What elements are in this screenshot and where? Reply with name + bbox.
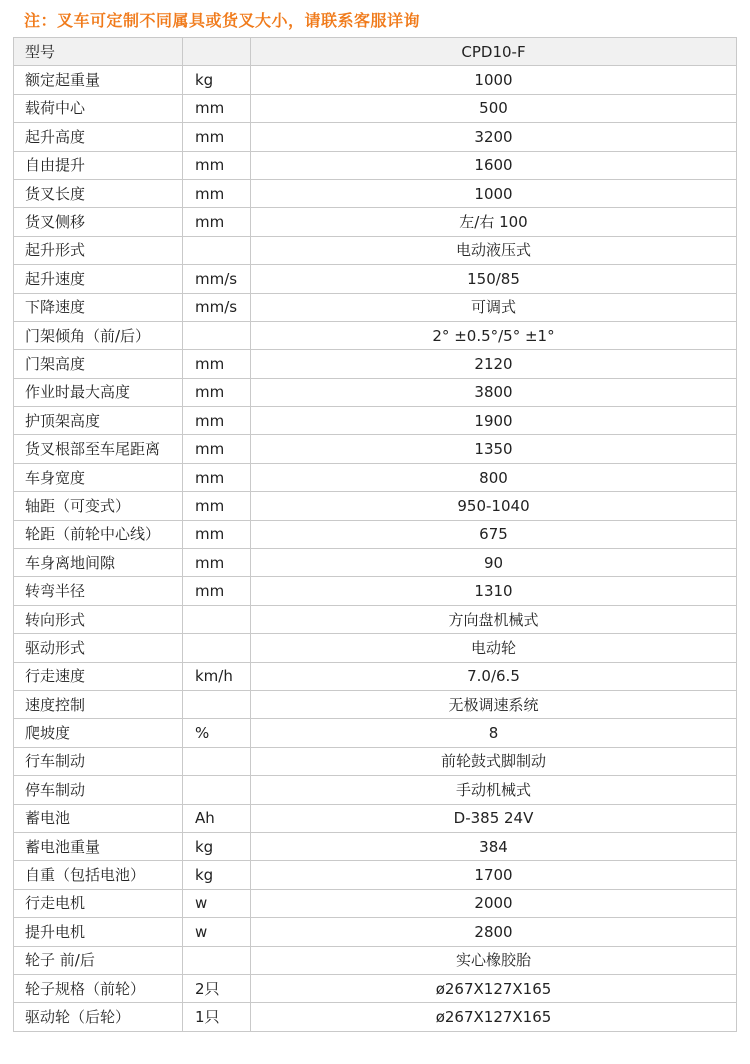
table-row bbox=[14, 690, 737, 718]
table-row bbox=[14, 492, 737, 520]
unit-cell bbox=[183, 605, 251, 633]
param-cell: 行车制动 bbox=[14, 747, 183, 775]
param-cell: 转向形式 bbox=[14, 605, 183, 633]
table-row bbox=[14, 378, 737, 406]
param-cell: 停车制动 bbox=[14, 776, 183, 804]
value-cell: 3800 bbox=[251, 378, 737, 406]
value-cell: 可调式 bbox=[251, 293, 737, 321]
table-header-row bbox=[14, 38, 737, 66]
table-row bbox=[14, 463, 737, 491]
unit-cell: mm/s bbox=[183, 265, 251, 293]
param-cell: 门架倾角（前/后） bbox=[14, 321, 183, 349]
table-row bbox=[14, 605, 737, 633]
param-cell: 行走速度 bbox=[14, 662, 183, 690]
table-row bbox=[14, 974, 737, 1002]
param-cell: 轴距（可变式） bbox=[14, 492, 183, 520]
unit-cell bbox=[183, 776, 251, 804]
table-row bbox=[14, 321, 737, 349]
value-cell: 384 bbox=[251, 832, 737, 860]
table-row bbox=[14, 94, 737, 122]
table-row bbox=[14, 236, 737, 264]
param-cell: 货叉根部至车尾距离 bbox=[14, 435, 183, 463]
param-cell: 额定起重量 bbox=[14, 66, 183, 94]
table-row bbox=[14, 662, 737, 690]
value-cell: 150/85 bbox=[251, 265, 737, 293]
value-cell: 2° ±0.5°/5° ±1° bbox=[251, 321, 737, 349]
param-cell: 起升形式 bbox=[14, 236, 183, 264]
value-cell: 7.0/6.5 bbox=[251, 662, 737, 690]
value-cell: 电动液压式 bbox=[251, 236, 737, 264]
unit-cell: kg bbox=[183, 66, 251, 94]
value-cell: 1310 bbox=[251, 577, 737, 605]
table-row bbox=[14, 747, 737, 775]
value-cell: D-385 24V bbox=[251, 804, 737, 832]
param-cell: 行走电机 bbox=[14, 889, 183, 917]
unit-cell: mm bbox=[183, 123, 251, 151]
table-row bbox=[14, 123, 737, 151]
value-cell: 1350 bbox=[251, 435, 737, 463]
value-cell: 8 bbox=[251, 719, 737, 747]
param-cell: 轮子规格（前轮） bbox=[14, 974, 183, 1002]
value-cell: 1700 bbox=[251, 861, 737, 889]
param-cell: 护顶架高度 bbox=[14, 407, 183, 435]
param-cell: 起升速度 bbox=[14, 265, 183, 293]
unit-cell: mm bbox=[183, 549, 251, 577]
unit-cell: km/h bbox=[183, 662, 251, 690]
table-row bbox=[14, 265, 737, 293]
table-row bbox=[14, 1003, 737, 1031]
spec-table bbox=[13, 37, 737, 1032]
value-cell: 1000 bbox=[251, 179, 737, 207]
table-row bbox=[14, 832, 737, 860]
unit-cell: mm bbox=[183, 208, 251, 236]
customization-note: 注：叉车可定制不同属具或货叉大小，请联系客服详询 bbox=[24, 11, 421, 30]
param-cell: 货叉侧移 bbox=[14, 208, 183, 236]
param-cell: 下降速度 bbox=[14, 293, 183, 321]
value-cell: 500 bbox=[251, 94, 737, 122]
unit-cell: w bbox=[183, 918, 251, 946]
unit-cell: mm bbox=[183, 492, 251, 520]
param-cell: 速度控制 bbox=[14, 690, 183, 718]
unit-cell: mm/s bbox=[183, 293, 251, 321]
value-cell: 无极调速系统 bbox=[251, 690, 737, 718]
param-cell: 货叉长度 bbox=[14, 179, 183, 207]
unit-cell: Ah bbox=[183, 804, 251, 832]
table-row bbox=[14, 776, 737, 804]
param-cell: 门架高度 bbox=[14, 350, 183, 378]
value-cell: 1600 bbox=[251, 151, 737, 179]
param-cell: 车身离地间隙 bbox=[14, 549, 183, 577]
unit-cell: mm bbox=[183, 520, 251, 548]
table-row bbox=[14, 179, 737, 207]
table-row bbox=[14, 435, 737, 463]
value-cell: 950-1040 bbox=[251, 492, 737, 520]
param-cell: 型号 bbox=[14, 38, 183, 66]
table-row bbox=[14, 719, 737, 747]
value-cell: 90 bbox=[251, 549, 737, 577]
param-cell: 自重（包括电池） bbox=[14, 861, 183, 889]
table-row bbox=[14, 66, 737, 94]
unit-cell bbox=[183, 690, 251, 718]
value-cell: 方向盘机械式 bbox=[251, 605, 737, 633]
param-cell: 驱动轮（后轮） bbox=[14, 1003, 183, 1031]
unit-cell: mm bbox=[183, 151, 251, 179]
unit-cell: w bbox=[183, 889, 251, 917]
unit-cell: mm bbox=[183, 407, 251, 435]
unit-cell: mm bbox=[183, 435, 251, 463]
table-row bbox=[14, 520, 737, 548]
table-row bbox=[14, 918, 737, 946]
unit-cell: mm bbox=[183, 463, 251, 491]
value-cell: 1000 bbox=[251, 66, 737, 94]
value-cell: 电动轮 bbox=[251, 634, 737, 662]
unit-cell: mm bbox=[183, 179, 251, 207]
value-cell: 2120 bbox=[251, 350, 737, 378]
param-cell: 作业时最大高度 bbox=[14, 378, 183, 406]
table-row bbox=[14, 861, 737, 889]
param-cell: 载荷中心 bbox=[14, 94, 183, 122]
param-cell: 爬坡度 bbox=[14, 719, 183, 747]
unit-cell: mm bbox=[183, 350, 251, 378]
unit-cell bbox=[183, 634, 251, 662]
value-cell: 3200 bbox=[251, 123, 737, 151]
unit-cell: kg bbox=[183, 832, 251, 860]
unit-cell bbox=[183, 38, 251, 66]
unit-cell: 2只 bbox=[183, 974, 251, 1002]
table-row bbox=[14, 946, 737, 974]
table-row bbox=[14, 151, 737, 179]
unit-cell: mm bbox=[183, 378, 251, 406]
table-row bbox=[14, 889, 737, 917]
value-cell: 手动机械式 bbox=[251, 776, 737, 804]
value-cell: ø267X127X165 bbox=[251, 974, 737, 1002]
value-cell: 实心橡胶胎 bbox=[251, 946, 737, 974]
unit-cell: kg bbox=[183, 861, 251, 889]
unit-cell: mm bbox=[183, 94, 251, 122]
value-cell: 800 bbox=[251, 463, 737, 491]
table-row bbox=[14, 549, 737, 577]
param-cell: 轮子 前/后 bbox=[14, 946, 183, 974]
unit-cell bbox=[183, 747, 251, 775]
table-row bbox=[14, 208, 737, 236]
unit-cell bbox=[183, 946, 251, 974]
param-cell: 转弯半径 bbox=[14, 577, 183, 605]
unit-cell bbox=[183, 236, 251, 264]
value-cell: 2800 bbox=[251, 918, 737, 946]
spec-table-body bbox=[14, 38, 737, 1032]
param-cell: 提升电机 bbox=[14, 918, 183, 946]
value-cell: 675 bbox=[251, 520, 737, 548]
table-row bbox=[14, 804, 737, 832]
value-cell: ø267X127X165 bbox=[251, 1003, 737, 1031]
param-cell: 起升高度 bbox=[14, 123, 183, 151]
table-row bbox=[14, 293, 737, 321]
unit-cell bbox=[183, 321, 251, 349]
param-cell: 蓄电池重量 bbox=[14, 832, 183, 860]
value-cell: CPD10-F bbox=[251, 38, 737, 66]
value-cell: 1900 bbox=[251, 407, 737, 435]
unit-cell: % bbox=[183, 719, 251, 747]
table-row bbox=[14, 407, 737, 435]
unit-cell: mm bbox=[183, 577, 251, 605]
param-cell: 车身宽度 bbox=[14, 463, 183, 491]
table-row bbox=[14, 577, 737, 605]
param-cell: 自由提升 bbox=[14, 151, 183, 179]
table-row bbox=[14, 634, 737, 662]
param-cell: 蓄电池 bbox=[14, 804, 183, 832]
unit-cell: 1只 bbox=[183, 1003, 251, 1031]
value-cell: 2000 bbox=[251, 889, 737, 917]
value-cell: 左/右 100 bbox=[251, 208, 737, 236]
table-row bbox=[14, 350, 737, 378]
param-cell: 驱动形式 bbox=[14, 634, 183, 662]
value-cell: 前轮鼓式脚制动 bbox=[251, 747, 737, 775]
param-cell: 轮距（前轮中心线） bbox=[14, 520, 183, 548]
